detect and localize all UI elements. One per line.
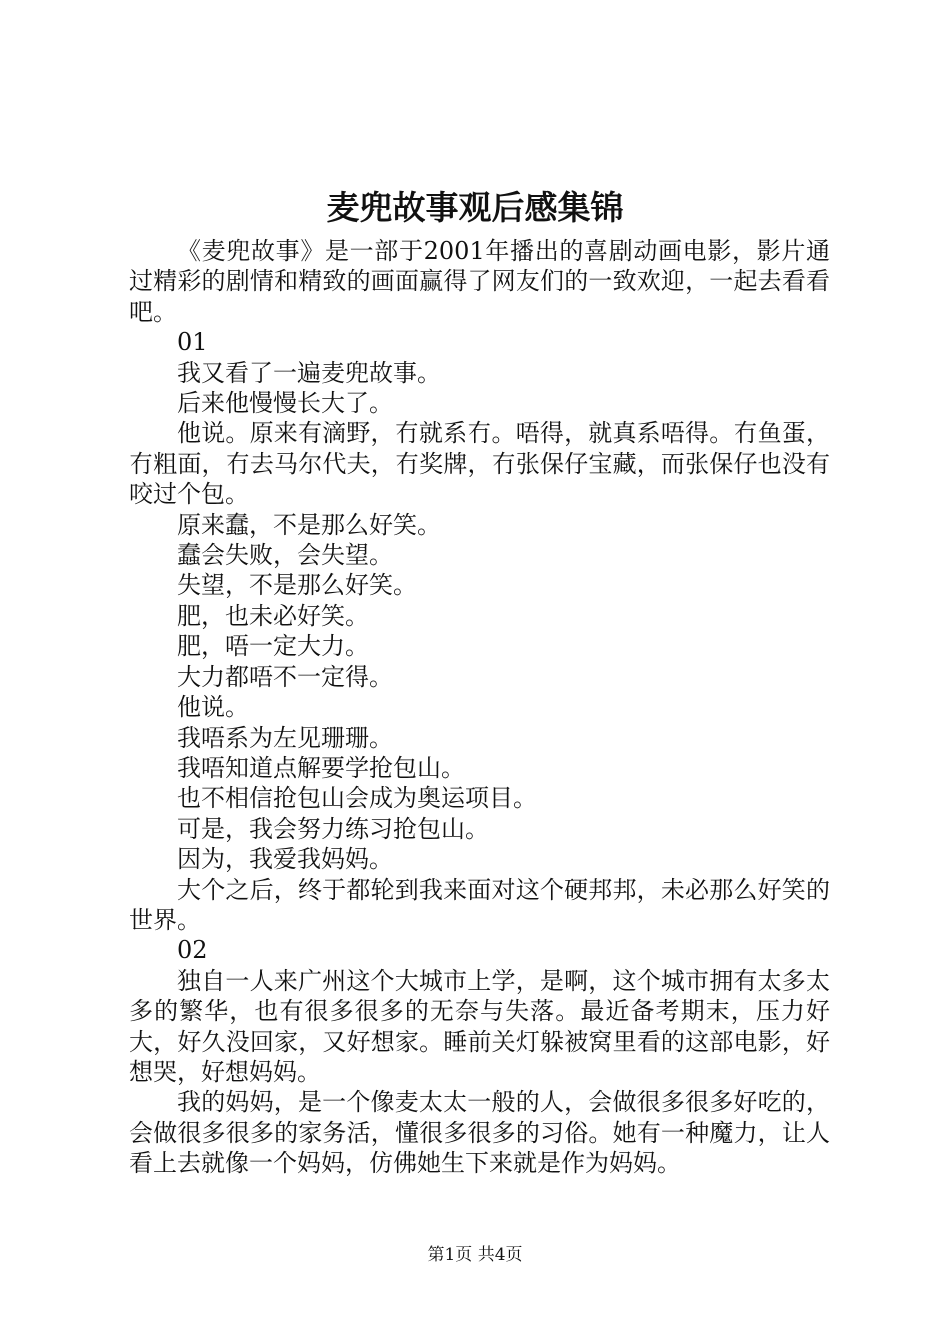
paragraph: 蠢会失败，会失望。 bbox=[177, 541, 393, 570]
paragraph: 我的妈妈，是一个像麦太太一般的人，会做很多很多好吃的，会做很多很多的家务活，懂很多很多的习俗。她有一种魔力，让人看上去就像一个妈妈，仿佛她生下来就是作为妈妈。 bbox=[129, 1088, 830, 1178]
paragraph: 我又看了一遍麦兜故事。 bbox=[177, 358, 441, 387]
paragraph: 他说。原来有滴野，冇就系冇。唔得，就真系唔得。冇鱼蛋，冇粗面，冇去马尔代夫，冇奖牌，冇张保仔宝藏，而张保仔也没有咬过个包。 bbox=[129, 419, 830, 509]
paragraph: 大力都唔不一定得。 bbox=[177, 662, 393, 691]
paragraph: 后来他慢慢长大了。 bbox=[177, 389, 393, 418]
paragraph: 独自一人来广州这个大城市上学，是啊，这个城市拥有太多太多的繁华，也有很多很多的无奈与失落。最近备考期末，压力好大，好久没回家，又好想家。睡前关灯躲被窝里看的这部电影，好想哭，好想妈妈。 bbox=[129, 966, 830, 1086]
paragraph: 原来蠢，不是那么好笑。 bbox=[177, 510, 441, 539]
paragraph: 肥，也未必好笑。 bbox=[177, 601, 369, 630]
document-title: 麦兜故事观后感集锦 bbox=[326, 188, 624, 227]
paragraph: 大个之后，终于都轮到我来面对这个硬邦邦，未必那么好笑的世界。 bbox=[129, 875, 830, 934]
section-number: 01 bbox=[177, 328, 208, 357]
paragraph: 因为，我爱我妈妈。 bbox=[177, 845, 393, 874]
document-body bbox=[129, 236, 830, 1179]
paragraph: 我唔知道点解要学抢包山。 bbox=[177, 753, 465, 782]
section-number: 02 bbox=[177, 936, 208, 965]
page-footer: 第1页 共4页 bbox=[427, 1245, 523, 1265]
paragraph: 《麦兜故事》是一部于2001年播出的喜剧动画电影，影片通过精彩的剧情和精致的画面赢得了网友们的一致欢迎，一起去看看吧。 bbox=[129, 237, 830, 326]
paragraph: 也不相信抢包山会成为奥运项目。 bbox=[177, 784, 537, 813]
paragraph: 肥，唔一定大力。 bbox=[177, 632, 369, 661]
paragraph: 失望，不是那么好笑。 bbox=[177, 571, 417, 600]
paragraph: 我唔系为左见珊珊。 bbox=[177, 723, 393, 752]
paragraph: 他说。 bbox=[177, 693, 249, 722]
paragraph: 可是，我会努力练习抢包山。 bbox=[177, 814, 489, 843]
